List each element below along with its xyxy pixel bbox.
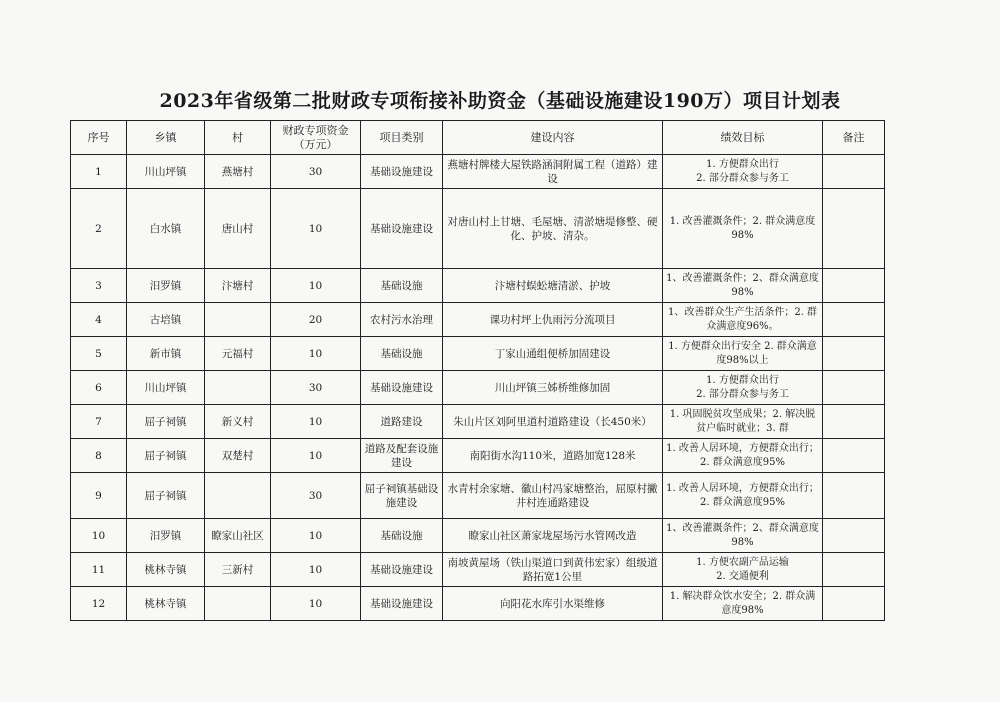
cell-no: 6 bbox=[71, 371, 127, 405]
cell-village: 新义村 bbox=[205, 405, 271, 439]
table-body bbox=[71, 155, 885, 621]
cell-performance: 1、改善灌溉条件；2、群众满意度98% bbox=[663, 519, 823, 553]
cell-village: 瞭家山社区 bbox=[205, 519, 271, 553]
cell-content: 水青村余家塘、徽山村冯家塘整治，屈原村撇井村连通路建设 bbox=[443, 473, 663, 519]
cell-funds: 10 bbox=[271, 553, 361, 587]
cell-content: 川山坪镇三姊桥维修加固 bbox=[443, 371, 663, 405]
cell-town: 桃林寺镇 bbox=[127, 553, 205, 587]
cell-no: 3 bbox=[71, 269, 127, 303]
cell-village bbox=[205, 303, 271, 337]
cell-funds: 10 bbox=[271, 405, 361, 439]
cell-funds: 10 bbox=[271, 439, 361, 473]
table-row bbox=[71, 553, 885, 587]
cell-performance: 1. 方便农副产品运输 2. 交通便利 bbox=[663, 553, 823, 587]
cell-town: 屈子祠镇 bbox=[127, 405, 205, 439]
cell-remarks bbox=[823, 473, 885, 519]
cell-funds: 30 bbox=[271, 473, 361, 519]
cell-no: 10 bbox=[71, 519, 127, 553]
cell-no: 4 bbox=[71, 303, 127, 337]
cell-content: 朱山片区刘阿里道村道路建设（长450米） bbox=[443, 405, 663, 439]
cell-remarks bbox=[823, 189, 885, 269]
cell-category: 基础设施建设 bbox=[361, 155, 443, 189]
header-funds: 财政专项资金（万元） bbox=[271, 121, 361, 155]
table-row bbox=[71, 337, 885, 371]
cell-funds: 10 bbox=[271, 519, 361, 553]
cell-no: 1 bbox=[71, 155, 127, 189]
cell-category: 基础设施建设 bbox=[361, 189, 443, 269]
cell-remarks bbox=[823, 587, 885, 621]
cell-content: 南坡黄屋场（铁山渠道口到黄伟宏家）组级道路拓宽1公里 bbox=[443, 553, 663, 587]
cell-funds: 10 bbox=[271, 269, 361, 303]
cell-performance: 1. 改善人居环境，方便群众出行；2. 群众满意度95% bbox=[663, 473, 823, 519]
header-performance: 绩效目标 bbox=[663, 121, 823, 155]
header-village: 村 bbox=[205, 121, 271, 155]
cell-remarks bbox=[823, 269, 885, 303]
table-row bbox=[71, 439, 885, 473]
cell-village: 三新村 bbox=[205, 553, 271, 587]
cell-content: 课功村坪上仇雨污分流项目 bbox=[443, 303, 663, 337]
cell-village: 唐山村 bbox=[205, 189, 271, 269]
cell-performance: 1. 方便群众出行 2. 部分群众参与务工 bbox=[663, 155, 823, 189]
cell-remarks bbox=[823, 439, 885, 473]
cell-no: 11 bbox=[71, 553, 127, 587]
cell-town: 川山坪镇 bbox=[127, 371, 205, 405]
cell-content: 瞭家山社区萧家垅屋场污水管网改造 bbox=[443, 519, 663, 553]
table-row bbox=[71, 519, 885, 553]
cell-performance: 1. 改善灌溉条件；2. 群众满意度98% bbox=[663, 189, 823, 269]
table-row bbox=[71, 371, 885, 405]
cell-category: 基础设施 bbox=[361, 337, 443, 371]
cell-performance: 1、改善灌溉条件；2、群众满意度98% bbox=[663, 269, 823, 303]
cell-town: 汨罗镇 bbox=[127, 519, 205, 553]
table-row bbox=[71, 155, 885, 189]
project-plan-table bbox=[70, 120, 885, 621]
cell-content: 南阳街水沟110米，道路加宽128米 bbox=[443, 439, 663, 473]
cell-village bbox=[205, 473, 271, 519]
cell-performance: 1. 解决群众饮水安全；2. 群众满意度98% bbox=[663, 587, 823, 621]
cell-category: 基础设施建设 bbox=[361, 553, 443, 587]
cell-funds: 10 bbox=[271, 189, 361, 269]
cell-category: 基础设施 bbox=[361, 269, 443, 303]
cell-category: 基础设施建设 bbox=[361, 371, 443, 405]
cell-town: 川山坪镇 bbox=[127, 155, 205, 189]
cell-funds: 10 bbox=[271, 587, 361, 621]
table-row bbox=[71, 587, 885, 621]
cell-no: 9 bbox=[71, 473, 127, 519]
cell-village bbox=[205, 371, 271, 405]
cell-village: 燕塘村 bbox=[205, 155, 271, 189]
cell-town: 新市镇 bbox=[127, 337, 205, 371]
cell-funds: 20 bbox=[271, 303, 361, 337]
table-row bbox=[71, 269, 885, 303]
header-no: 序号 bbox=[71, 121, 127, 155]
cell-no: 2 bbox=[71, 189, 127, 269]
cell-village: 元福村 bbox=[205, 337, 271, 371]
cell-no: 7 bbox=[71, 405, 127, 439]
cell-town: 桃林寺镇 bbox=[127, 587, 205, 621]
cell-category: 农村污水治理 bbox=[361, 303, 443, 337]
cell-content: 向阳花水库引水渠维修 bbox=[443, 587, 663, 621]
table-row bbox=[71, 405, 885, 439]
cell-town: 屈子祠镇 bbox=[127, 439, 205, 473]
cell-category: 道路及配套设施建设 bbox=[361, 439, 443, 473]
table-row bbox=[71, 189, 885, 269]
cell-village: 汴塘村 bbox=[205, 269, 271, 303]
table-row bbox=[71, 473, 885, 519]
table-header-row bbox=[71, 121, 885, 155]
cell-remarks bbox=[823, 303, 885, 337]
header-content: 建设内容 bbox=[443, 121, 663, 155]
header-town: 乡镇 bbox=[127, 121, 205, 155]
cell-performance: 1. 方便群众出行 2. 部分群众参与务工 bbox=[663, 371, 823, 405]
cell-performance: 1. 巩固脱贫攻坚成果；2. 解决脱贫户临时就业；3. 群 bbox=[663, 405, 823, 439]
cell-funds: 10 bbox=[271, 337, 361, 371]
cell-funds: 30 bbox=[271, 371, 361, 405]
cell-performance: 1. 方便群众出行安全 2. 群众满意度98%以上 bbox=[663, 337, 823, 371]
cell-content: 燕塘村牌楼大屋铁路涵洞附属工程（道路）建设 bbox=[443, 155, 663, 189]
cell-content: 丁家山通组便桥加固建设 bbox=[443, 337, 663, 371]
cell-remarks bbox=[823, 519, 885, 553]
cell-town: 白水镇 bbox=[127, 189, 205, 269]
cell-remarks bbox=[823, 553, 885, 587]
cell-remarks bbox=[823, 371, 885, 405]
cell-town: 古培镇 bbox=[127, 303, 205, 337]
cell-remarks bbox=[823, 405, 885, 439]
cell-village bbox=[205, 587, 271, 621]
cell-remarks bbox=[823, 337, 885, 371]
cell-remarks bbox=[823, 155, 885, 189]
cell-town: 屈子祠镇 bbox=[127, 473, 205, 519]
header-remarks: 备注 bbox=[823, 121, 885, 155]
cell-content: 对唐山村上甘塘、毛屋塘、清淤塘堤修整、硬化、护坡、清杂。 bbox=[443, 189, 663, 269]
cell-funds: 30 bbox=[271, 155, 361, 189]
cell-no: 5 bbox=[71, 337, 127, 371]
cell-performance: 1. 改善人居环境，方便群众出行；2. 群众满意度95% bbox=[663, 439, 823, 473]
cell-category: 基础设施建设 bbox=[361, 587, 443, 621]
cell-village: 双楚村 bbox=[205, 439, 271, 473]
cell-no: 12 bbox=[71, 587, 127, 621]
cell-no: 8 bbox=[71, 439, 127, 473]
table-row bbox=[71, 303, 885, 337]
cell-performance: 1、改善群众生产生活条件；2. 群众满意度96%。 bbox=[663, 303, 823, 337]
document-title: 2023年省级第二批财政专项衔接补助资金（基础设施建设190万）项目计划表 bbox=[159, 90, 841, 112]
header-category: 项目类别 bbox=[361, 121, 443, 155]
cell-category: 屈子祠镇基础设施建设 bbox=[361, 473, 443, 519]
cell-content: 汴塘村蜈蚣塘清淤、护坡 bbox=[443, 269, 663, 303]
cell-category: 基础设施 bbox=[361, 519, 443, 553]
cell-town: 汨罗镇 bbox=[127, 269, 205, 303]
cell-category: 道路建设 bbox=[361, 405, 443, 439]
